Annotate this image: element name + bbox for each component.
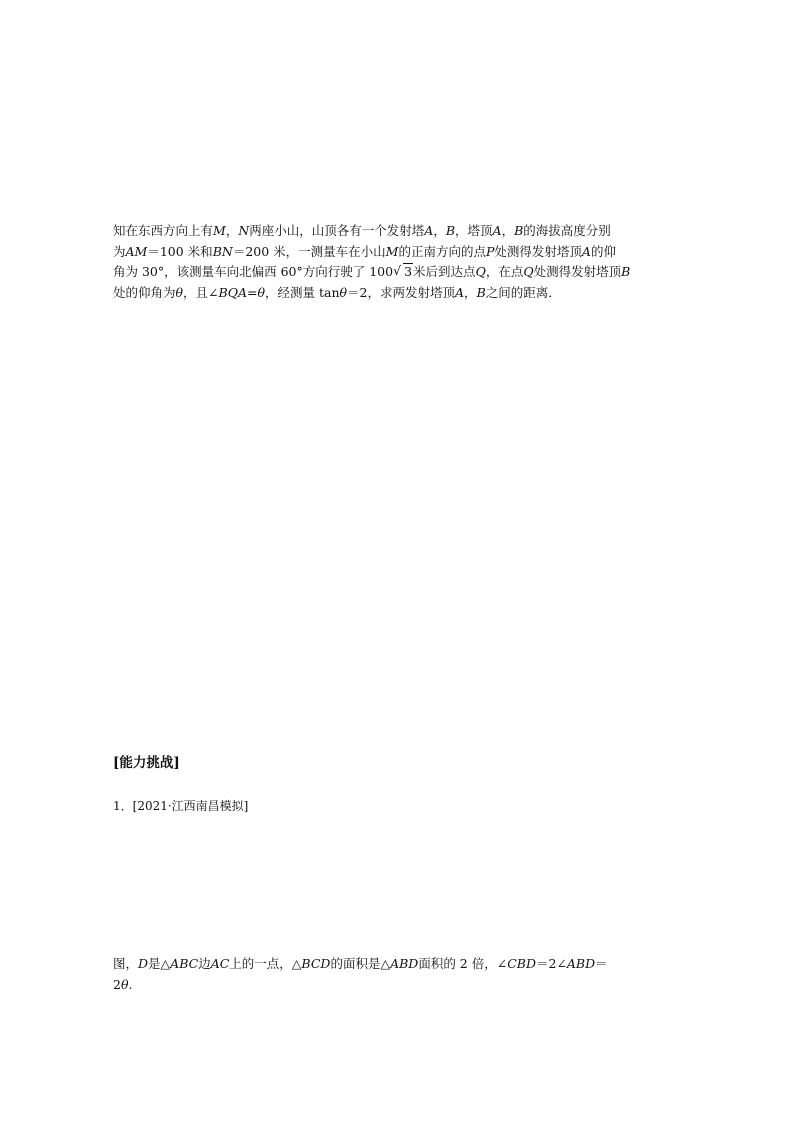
text: ＝2∠ xyxy=(535,956,567,971)
var-BQA: BQA xyxy=(218,284,247,300)
text: 处测得发射塔顶 xyxy=(494,243,582,259)
var-M: M xyxy=(213,223,226,238)
text: ＝2，求两发射塔顶 xyxy=(347,284,456,300)
text: ， xyxy=(433,223,446,238)
var-Q: Q xyxy=(475,264,486,279)
var-CBD: CBD xyxy=(507,956,536,971)
var-B: B xyxy=(514,223,524,238)
text: 的面积是△ xyxy=(330,956,391,971)
text: 两座小山，山顶各有一个发射塔 xyxy=(249,223,425,238)
var-ABD: ABD xyxy=(390,956,419,971)
problem-text xyxy=(113,221,693,303)
var-B: B xyxy=(621,264,631,279)
text: ， xyxy=(464,284,477,300)
text: ，经测量 tan xyxy=(265,284,340,300)
var-theta: θ xyxy=(257,284,266,300)
text: 知在东西方向上有 xyxy=(113,223,214,238)
var-A: A xyxy=(581,243,591,259)
var-theta: θ xyxy=(175,284,184,300)
text: 米后到达点 xyxy=(413,264,476,279)
text: = xyxy=(247,284,258,300)
text: ＝100 米和 xyxy=(147,243,213,259)
radicand: 3 xyxy=(404,264,413,279)
text: 2 xyxy=(113,976,121,992)
var-D: D xyxy=(138,956,149,971)
text: 图， xyxy=(113,956,139,971)
var-N: N xyxy=(238,223,250,238)
problem-line-4 xyxy=(113,283,693,304)
var-B: B xyxy=(445,223,456,238)
question-line-1 xyxy=(113,954,693,975)
var-AC: AC xyxy=(210,956,230,971)
question-number: 1．[2021·江西南昌模拟] xyxy=(113,799,249,813)
var-theta: θ xyxy=(120,976,129,992)
text: ，在点 xyxy=(485,264,524,279)
text: 的仰 xyxy=(590,243,616,259)
text: 上的一点，△ xyxy=(229,956,302,971)
problem-line-3 xyxy=(113,262,693,283)
var-Q: Q xyxy=(523,264,534,279)
radical-sign: √ xyxy=(393,263,402,278)
text: 为 xyxy=(113,243,126,259)
question-text xyxy=(113,954,693,995)
text: 是△ xyxy=(148,956,171,971)
text: ＝ xyxy=(595,956,608,971)
text: 处测得发射塔顶 xyxy=(533,264,622,279)
text: ， xyxy=(501,223,515,238)
var-P: P xyxy=(485,243,495,259)
var-M: M xyxy=(385,243,399,259)
text: 角为 30°，该测量车向北偏西 60°方向行驶了 100 xyxy=(113,264,394,279)
question-line-2 xyxy=(113,975,693,996)
text: ，且∠ xyxy=(183,284,219,300)
section-heading: [能力挑战] xyxy=(113,755,180,771)
text: 边 xyxy=(198,956,211,971)
var-B: B xyxy=(476,284,486,300)
var-BCD: BCD xyxy=(301,956,331,971)
problem-line-2 xyxy=(113,242,693,263)
text: . xyxy=(128,976,133,992)
var-theta: θ xyxy=(339,284,348,300)
text: 处的仰角为 xyxy=(113,284,176,300)
text: ，塔顶 xyxy=(455,223,493,238)
var-BN: BN xyxy=(212,243,233,259)
var-A: A xyxy=(424,223,434,238)
var-AM: AM xyxy=(125,243,148,259)
var-ABC: ABC xyxy=(170,956,199,971)
text: 之间的距离． xyxy=(485,284,561,300)
var-A: A xyxy=(492,223,502,238)
var-ABD: ABD xyxy=(566,956,596,971)
text: ， xyxy=(225,223,239,238)
problem-line-1 xyxy=(113,221,693,242)
text: 的正南方向的点 xyxy=(398,243,486,259)
square-root xyxy=(393,262,413,283)
text: ＝200 米，一测量车在小山 xyxy=(232,243,386,259)
text: 的海拔高度分别 xyxy=(523,223,611,238)
text: 面积的 2 倍，∠ xyxy=(418,956,508,971)
var-A: A xyxy=(455,284,465,300)
